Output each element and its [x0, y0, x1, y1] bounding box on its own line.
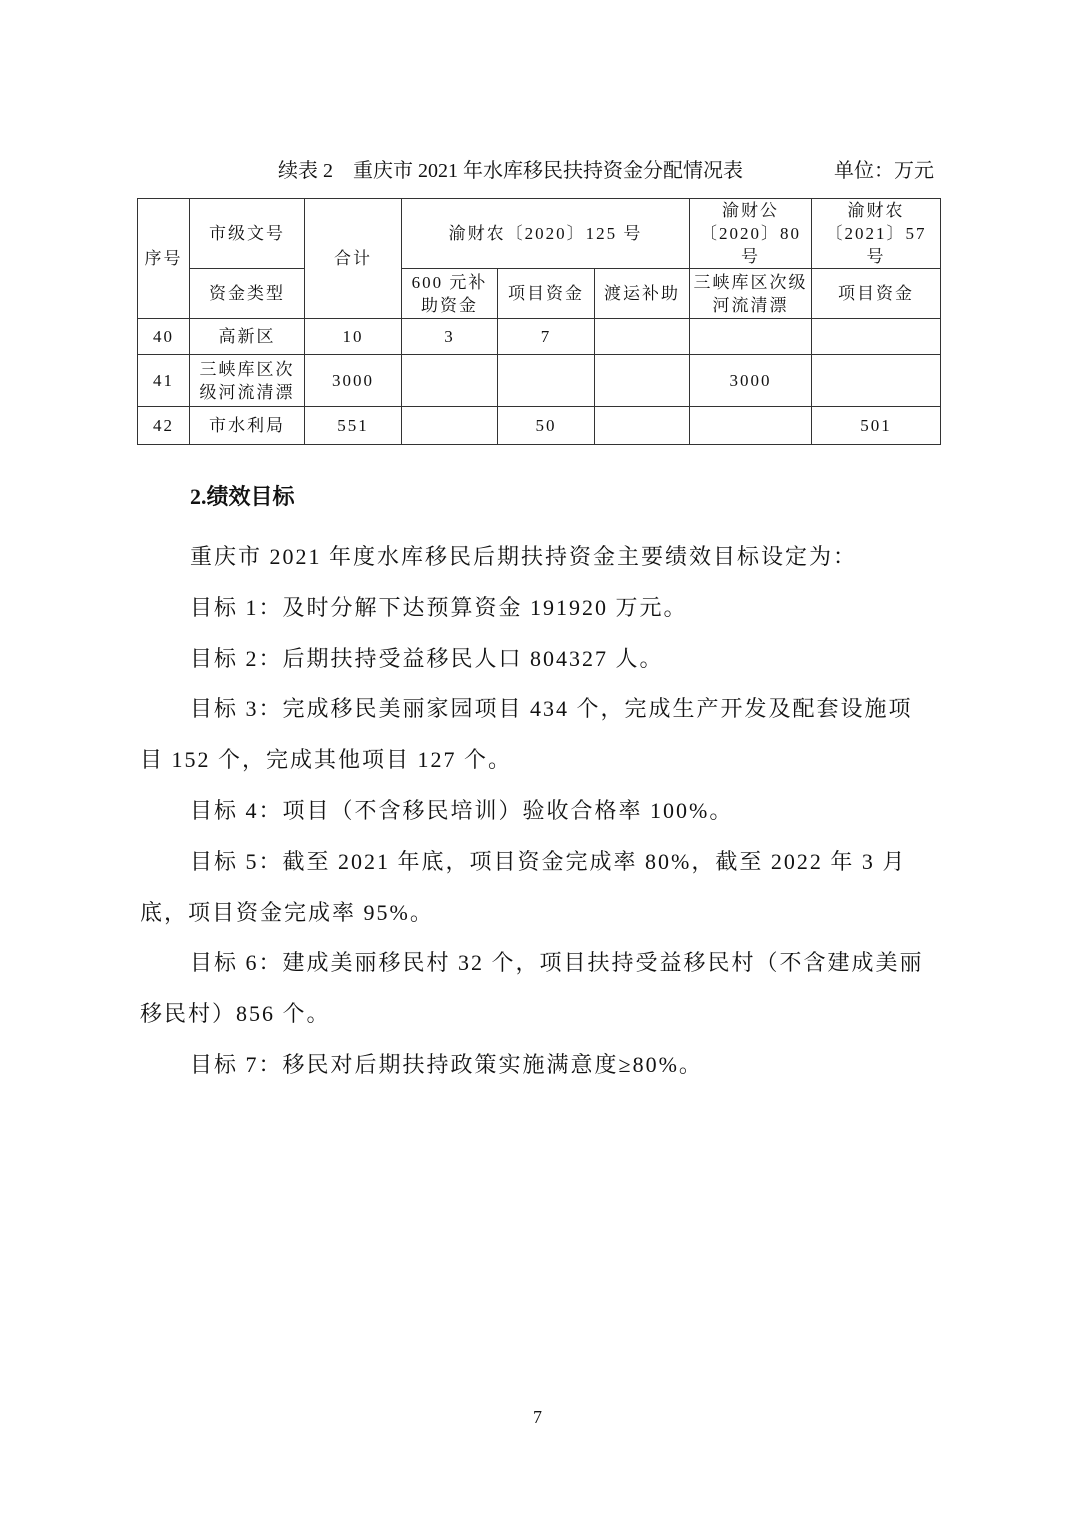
- fund-allocation-table: [137, 198, 941, 445]
- cell-c3: [595, 407, 690, 445]
- header-total: 合计: [305, 199, 402, 319]
- cell-c1: [402, 407, 498, 445]
- cell-name: 市水利局: [190, 407, 305, 445]
- header-sub-river-cleaning: 三峡库区次级河流清漂: [690, 269, 812, 319]
- cell-c4: [690, 407, 812, 445]
- header-row-1: [138, 199, 941, 269]
- table-row: [138, 407, 941, 445]
- header-doc-2: 渝财公〔2020〕80 号: [690, 199, 812, 269]
- table-row: [138, 355, 941, 407]
- cell-c4: 3000: [690, 355, 812, 407]
- page-number: 7: [533, 1407, 542, 1427]
- cell-c5: [812, 319, 941, 355]
- cell-total: 3000: [305, 355, 402, 407]
- goal-6-paragraph: 目标 6：建成美丽移民村 32 个，项目扶持受益移民村（不含建成美丽移民村）856 个。: [140, 950, 924, 1027]
- table-row: [138, 319, 941, 355]
- header-doc-no: 市级文号: [190, 199, 305, 269]
- cell-seq: 40: [138, 319, 190, 355]
- intro-paragraph: 重庆市 2021 年度水库移民后期扶持资金主要绩效目标设定为：: [190, 544, 858, 569]
- goal-1-paragraph: 目标 1：及时分解下达预算资金 191920 万元。: [190, 594, 688, 620]
- header-seq: 序号: [138, 199, 190, 319]
- header-sub-600-subsidy: 600 元补助资金: [402, 269, 498, 319]
- header-row-2: [138, 269, 941, 319]
- header-sub-ferry-subsidy: 渡运补助: [595, 269, 690, 319]
- cell-c3: [595, 355, 690, 407]
- cell-c3: [595, 319, 690, 355]
- goal-2-paragraph: 目标 2：后期扶持受益移民人口 804327 人。: [190, 645, 664, 671]
- cell-total: 551: [305, 407, 402, 445]
- cell-c5: [812, 355, 941, 407]
- cell-seq: 42: [138, 407, 190, 445]
- cell-name: 三峡库区次级河流清漂: [190, 355, 305, 407]
- header-doc-3: 渝财农〔2021〕57 号: [812, 199, 941, 269]
- cell-c2: 50: [498, 407, 595, 445]
- cell-name: 高新区: [190, 319, 305, 355]
- cell-total: 10: [305, 319, 402, 355]
- table-title: 续表 2 重庆市 2021 年水库移民扶持资金分配情况表: [278, 160, 743, 182]
- header-fund-type: 资金类型: [190, 269, 305, 319]
- header-sub-project-funds: 项目资金: [498, 269, 595, 319]
- goal-3-paragraph: 目标 3：完成移民美丽家园项目 434 个，完成生产开发及配套设施项目 152 个，完成其他项目 127 个。: [140, 696, 913, 773]
- cell-c1: 3: [402, 319, 498, 355]
- goal-5-paragraph: 目标 5：截至 2021 年底，项目资金完成率 80%，截至 2022 年 3 月底，项目资金完成率 95%。: [140, 848, 907, 925]
- cell-c1: [402, 355, 498, 407]
- performance-goals-text: [140, 532, 930, 1091]
- cell-c2: [498, 355, 595, 407]
- cell-c4: [690, 319, 812, 355]
- section-heading: 2.绩效目标: [190, 484, 295, 509]
- table-caption: [278, 156, 938, 186]
- table-unit: 单位：万元: [834, 160, 934, 182]
- cell-c5: 501: [812, 407, 941, 445]
- goal-4-paragraph: 目标 4：项目（不含移民培训）验收合格率 100%。: [190, 797, 734, 823]
- cell-c2: 7: [498, 319, 595, 355]
- header-sub-project-funds-2: 项目资金: [812, 269, 941, 319]
- header-doc-1: 渝财农〔2020〕125 号: [402, 199, 690, 269]
- goal-7-paragraph: 目标 7：移民对后期扶持政策实施满意度≥80%。: [190, 1051, 703, 1077]
- cell-seq: 41: [138, 355, 190, 407]
